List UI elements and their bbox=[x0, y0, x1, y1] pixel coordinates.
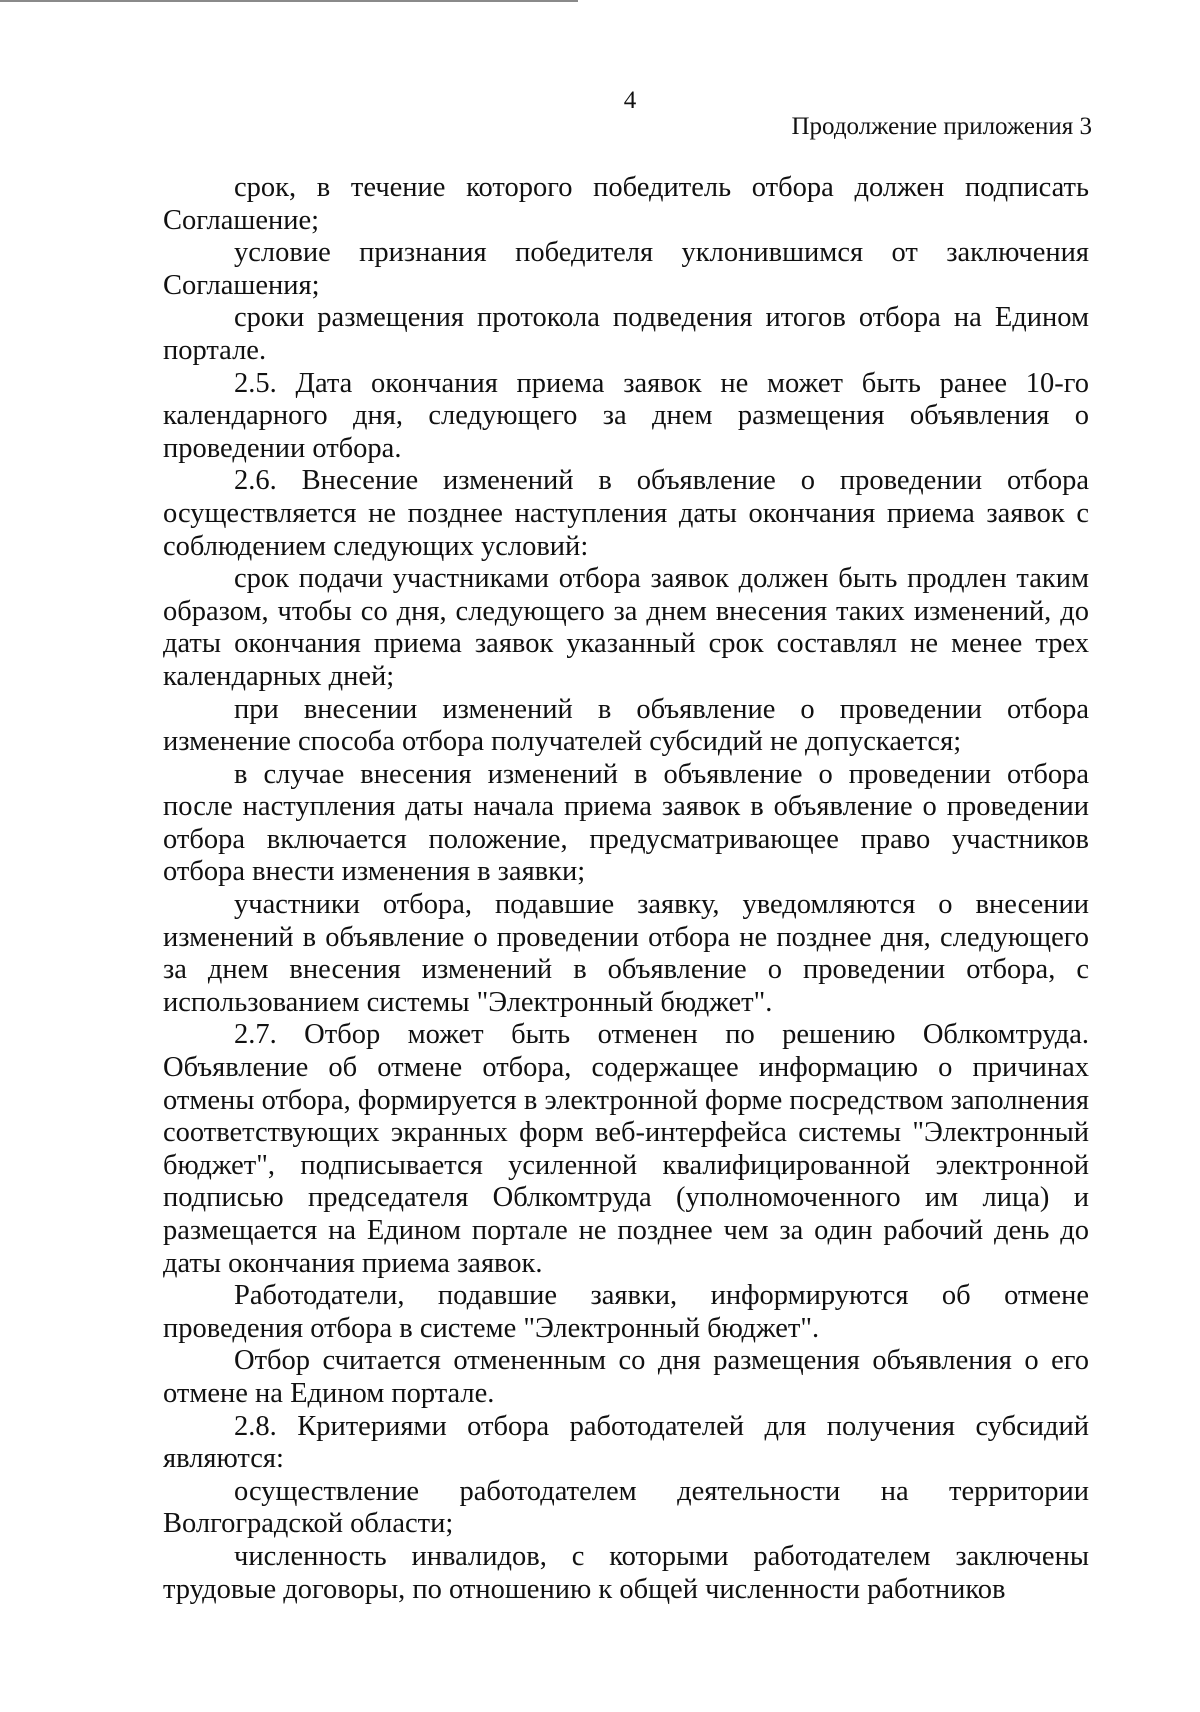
appendix-continuation-note: Продолжение приложения 3 bbox=[791, 113, 1092, 140]
paragraph-2-8: 2.8. Критериями отбора работодателей для получения субсидий являются: bbox=[163, 1410, 1089, 1475]
paragraph-method-change: при внесении изменений в объявление о проведении отбора изменение способа отбора получателей субсидий не допускается; bbox=[163, 693, 1089, 758]
paragraph-2-5: 2.5. Дата окончания приема заявок не может быть ранее 10-го календарного дня, следующего за днем размещения объявления о проведении отбора. bbox=[163, 367, 1089, 464]
paragraph-disabled-employees-criterion: численность инвалидов, с которыми работодателем заключены трудовые договоры, по отношению к общей численности работников bbox=[163, 1540, 1089, 1605]
paragraph-cancellation-effective: Отбор считается отмененным со дня размещения объявления о его отмене на Едином портале. bbox=[163, 1345, 1089, 1409]
paragraph-territory-criterion: осуществление работодателем деятельности на территории Волгоградской области; bbox=[163, 1475, 1089, 1540]
page-number: 4 bbox=[623, 87, 637, 114]
scan-top-rule bbox=[0, 0, 578, 2]
paragraph-employers-informed: Работодатели, подавшие заявки, информируются об отмене проведения отбора в системе "Электронный бюджет". bbox=[163, 1280, 1089, 1344]
paragraph-evasion-condition: условие признания победителя уклонившимся от заключения Соглашения; bbox=[163, 237, 1089, 301]
paragraph-signing-term: срок, в течение которого победитель отбора должен подписать Соглашение; bbox=[163, 172, 1089, 236]
paragraph-2-6: 2.6. Внесение изменений в объявление о проведении отбора осуществляется не позднее наступления даты окончания приема заявок с соблюдением следующих условий: bbox=[163, 465, 1089, 562]
paragraph-participant-notification: участники отбора, подавшие заявку, уведомляются о внесении изменений в объявление о проведении отбора не позднее дня, следующего за днем внесения изменений в объявление о проведении отбора, с использованием системы "Электронный бюджет". bbox=[163, 889, 1089, 1018]
paragraph-deadline-extension: срок подачи участниками отбора заявок должен быть продлен таким образом, чтобы со дня, следующего за днем внесения таких изменений, до даты окончания приема заявок указанный срок составлял не менее трех календарных дней; bbox=[163, 563, 1089, 692]
paragraph-protocol-terms: сроки размещения протокола подведения итогов отбора на Едином портале. bbox=[163, 302, 1089, 366]
paragraph-after-start-changes: в случае внесения изменений в объявление о проведении отбора после наступления даты начала приема заявок в объявление о проведении отбора включается положение, предусматривающее право участников отбора внести изменения в заявки; bbox=[163, 758, 1089, 888]
paragraph-2-7: 2.7. Отбор может быть отменен по решению Облкомтруда. Объявление об отмене отбора, содержащее информацию о причинах отмены отбора, формируется в электронной форме посредством заполнения соответствующих экранных форм веб-интерфейса системы "Электронный бюджет", подписывается усиленной квалифицированной электронной подписью председателя Облкомтруда (уполномоченного им лица) и размещается на Едином портале не позднее чем за один рабочий день до даты окончания приема заявок. bbox=[163, 1019, 1089, 1279]
document-body bbox=[163, 172, 1089, 1606]
